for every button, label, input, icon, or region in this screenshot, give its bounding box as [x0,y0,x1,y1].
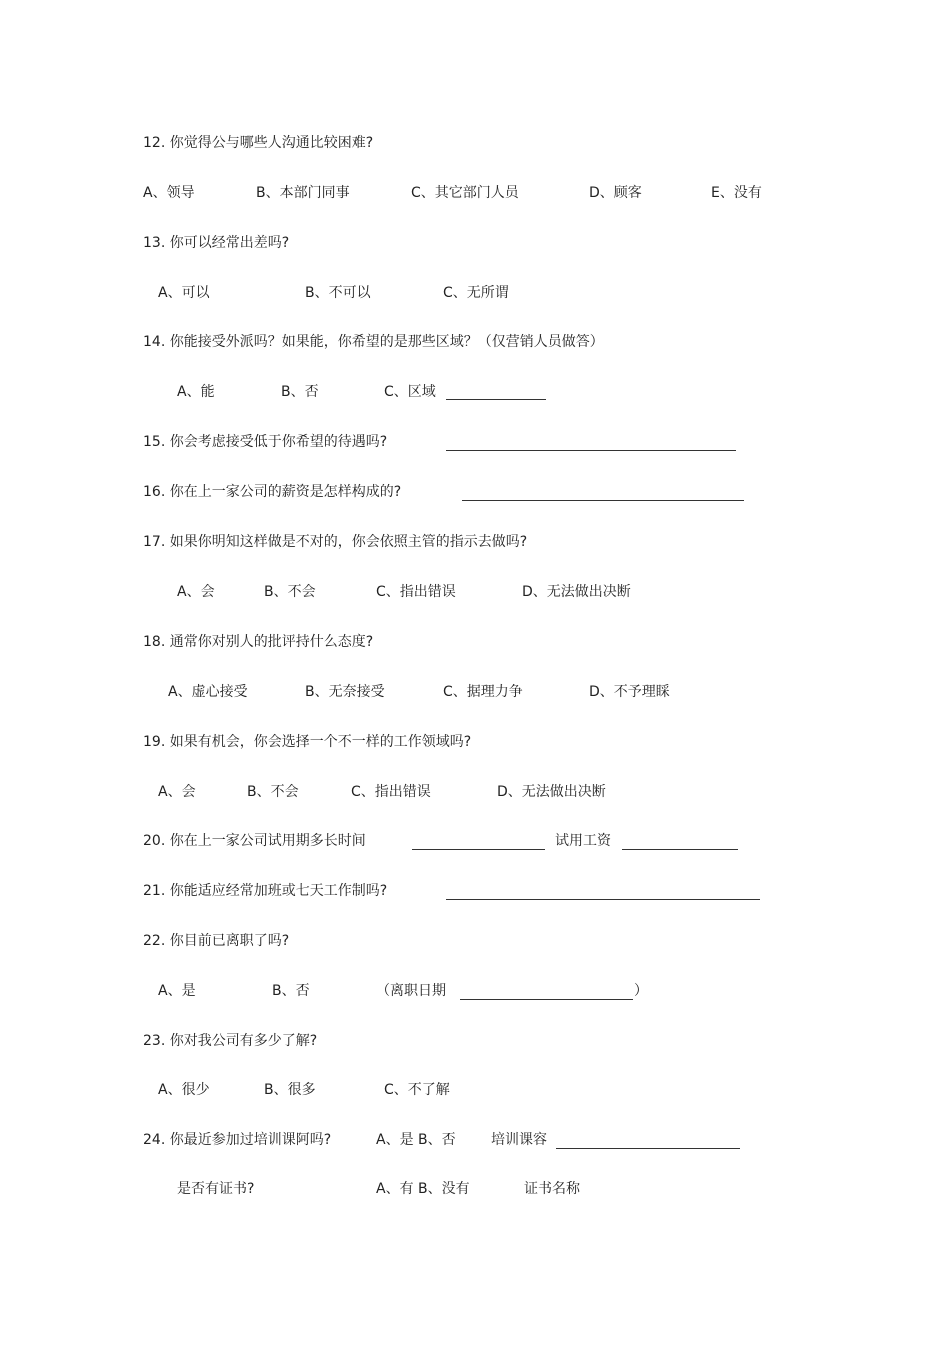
q12-option-d[interactable]: D、顾客 [589,185,642,201]
q18-option-c[interactable]: C、据理力争 [443,684,523,700]
q19-option-b[interactable]: B、不会 [247,784,299,800]
q19-option-d[interactable]: D、无法做出决断 [497,784,606,800]
q24-course-label: 培训课容 [491,1132,547,1148]
question-23: 23. 你对我公司有多少了解? [143,1033,318,1049]
q19-option-a[interactable]: A、会 [158,784,196,800]
q17-option-b[interactable]: B、不会 [264,584,316,600]
question-13: 13. 你可以经常出差吗? [143,235,290,251]
q17-option-c[interactable]: C、指出错误 [376,584,456,600]
q20-salary-label: 试用工资 [555,833,611,849]
q20-probation-field[interactable] [412,848,545,850]
question-15: 15. 你会考虑接受低于你希望的待遇吗? [143,434,388,450]
question-16: 16. 你在上一家公司的薪资是怎样构成的? [143,484,402,500]
q18-option-b[interactable]: B、无奈接受 [305,684,385,700]
question-17: 17. 如果你明知这样做是不对的，你会依照主管的指示去做吗? [143,534,528,550]
q12-option-c[interactable]: C、其它部门人员 [411,185,519,201]
q14-region-field[interactable] [446,398,546,400]
q12-option-e[interactable]: E、没有 [711,185,762,201]
q23-option-a[interactable]: A、很少 [158,1082,210,1098]
q22-leave-date-label: （离职日期 [376,983,446,999]
q24-cert-name-label: 证书名称 [524,1181,580,1197]
question-12: 12. 你觉得公与哪些人沟通比较困难? [143,135,374,151]
q14-option-a[interactable]: A、能 [177,384,215,400]
q16-answer-field[interactable] [462,499,744,501]
question-21: 21. 你能适应经常加班或七天工作制吗? [143,883,388,899]
q23-option-b[interactable]: B、很多 [264,1082,316,1098]
q14-option-c[interactable]: C、区域 [384,384,436,400]
q20-salary-field[interactable] [622,848,738,850]
q22-leave-date-field[interactable] [460,998,633,1000]
q14-option-b[interactable]: B、否 [281,384,319,400]
question-14: 14. 你能接受外派吗？如果能，你希望的是那些区域？（仅营销人员做答） [143,334,604,350]
q22-option-a[interactable]: A、是 [158,983,196,999]
q19-option-c[interactable]: C、指出错误 [351,784,431,800]
question-18: 18. 通常你对别人的批评持什么态度? [143,634,374,650]
q17-option-d[interactable]: D、无法做出决断 [522,584,631,600]
question-19: 19. 如果有机会，你会选择一个不一样的工作领域吗? [143,734,472,750]
q13-option-a[interactable]: A、可以 [158,285,210,301]
q17-option-a[interactable]: A、会 [177,584,215,600]
q15-answer-field[interactable] [446,449,736,451]
q24-cert-options[interactable]: A、有 B、没有 [376,1181,470,1197]
q12-option-a[interactable]: A、领导 [143,185,195,201]
q24-course-field[interactable] [556,1147,740,1149]
q24-cert-question: 是否有证书? [177,1181,255,1197]
q24-options[interactable]: A、是 B、否 [376,1132,456,1148]
question-24: 24. 你最近参加过培训课阿吗? [143,1132,332,1148]
q21-answer-field[interactable] [446,898,760,900]
q18-option-a[interactable]: A、虚心接受 [168,684,248,700]
question-22: 22. 你目前已离职了吗? [143,933,290,949]
q22-option-b[interactable]: B、否 [272,983,310,999]
q12-option-b[interactable]: B、本部门同事 [256,185,350,201]
q18-option-d[interactable]: D、不予理睬 [589,684,670,700]
q13-option-c[interactable]: C、无所谓 [443,285,509,301]
q13-option-b[interactable]: B、不可以 [305,285,371,301]
question-20: 20. 你在上一家公司试用期多长时间 [143,833,366,849]
q22-close-paren: ） [634,983,648,999]
q23-option-c[interactable]: C、不了解 [384,1082,450,1098]
